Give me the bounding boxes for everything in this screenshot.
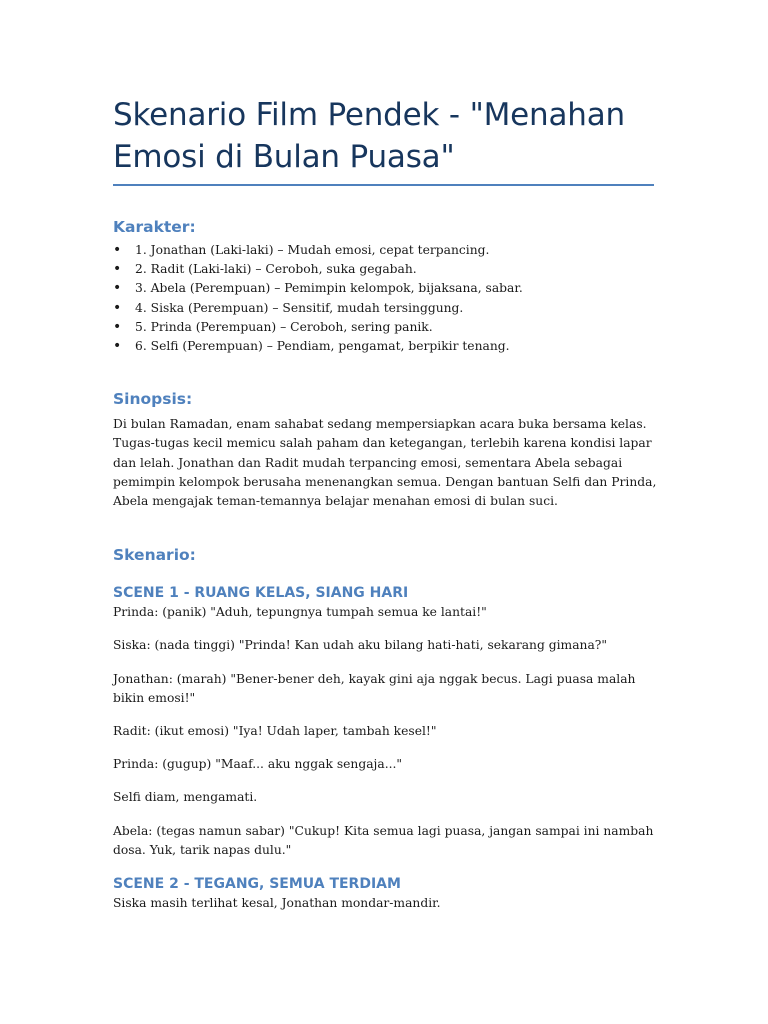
list-item xyxy=(113,241,658,260)
dialogue-line: Prinda: (gugup) "Maaf... aku nggak sengaja..." xyxy=(113,757,403,772)
skenario-heading: Skenario: xyxy=(113,546,196,565)
document-title: Skenario Film Pendek - "Menahan Emosi di Bulan Puasa" xyxy=(113,97,625,175)
bullet-icon: • xyxy=(113,280,122,297)
karakter-list xyxy=(113,241,658,356)
sinopsis-heading: Sinopsis: xyxy=(113,390,193,409)
karakter-heading: Karakter: xyxy=(113,218,196,236)
bullet-icon: • xyxy=(113,338,122,355)
list-item xyxy=(113,318,658,337)
bullet-icon: • xyxy=(113,261,122,278)
karakter-item-text: 1. Jonathan (Laki-laki) – Mudah emosi, cepat terpancing. xyxy=(135,243,490,257)
dialogue-line: Radit: (ikut emosi) "Iya! Udah laper, tambah kesel!" xyxy=(113,724,437,739)
dialogue-line: Prinda: (panik) "Aduh, tepungnya tumpah semua ke lantai!" xyxy=(113,605,487,620)
karakter-item-text: 2. Radit (Laki-laki) – Ceroboh, suka gegabah. xyxy=(135,262,417,277)
bullet-icon: • xyxy=(113,242,122,258)
action-line: Siska masih terlihat kesal, Jonathan mondar-mandir. xyxy=(113,896,441,911)
karakter-item-text: 3. Abela (Perempuan) – Pemimpin kelompok, bijaksana, sabar. xyxy=(135,281,523,296)
karakter-item-text: 4. Siska (Perempuan) – Sensitif, mudah tersinggung. xyxy=(135,300,464,315)
document-page xyxy=(113,0,658,927)
bullet-icon: • xyxy=(113,318,122,335)
list-item xyxy=(113,260,658,279)
dialogue-line: Abela: (tegas namun sabar) "Cukup! Kita semua lagi puasa, jangan sampai ini nambah dosa. Yuk, tarik napas dulu." xyxy=(113,823,654,857)
scene-1-heading: SCENE 1 - RUANG KELAS, SIANG HARI xyxy=(113,585,409,602)
action-line: Selfi diam, mengamati. xyxy=(113,790,258,805)
bullet-icon: • xyxy=(113,299,122,316)
list-item xyxy=(113,337,658,356)
list-item xyxy=(113,299,658,318)
list-item xyxy=(113,279,658,298)
karakter-item-text: 5. Prinda (Perempuan) – Ceroboh, sering panik. xyxy=(135,319,433,334)
title-underline xyxy=(113,184,654,186)
sinopsis-paragraph: Di bulan Ramadan, enam sahabat sedang mempersiapkan acara buka bersama kelas. Tugas-tugas kecil memicu salah paham dan ketegangan, terlebih karena kondisi lapar dan lelah. Jonathan dan Radit mudah terpancing emosi, sementara Abela sebagai pemimpin kelompok berusaha menenangkan semua. Dengan bantuan Selfi dan Prinda, Abela mengajak teman-temannya belajar menahan emosi di bulan suci. xyxy=(113,417,657,509)
dialogue-line: Jonathan: (marah) "Bener-bener deh, kayak gini aja nggak becus. Lagi puasa malah bikin emosi!" xyxy=(113,671,636,705)
dialogue-line: Siska: (nada tinggi) "Prinda! Kan udah aku bilang hati-hati, sekarang gimana?" xyxy=(113,638,608,653)
karakter-item-text: 6. Selfi (Perempuan) – Pendiam, pengamat, berpikir tenang. xyxy=(135,339,510,354)
scene-2-heading: SCENE 2 - TEGANG, SEMUA TERDIAM xyxy=(113,876,401,893)
